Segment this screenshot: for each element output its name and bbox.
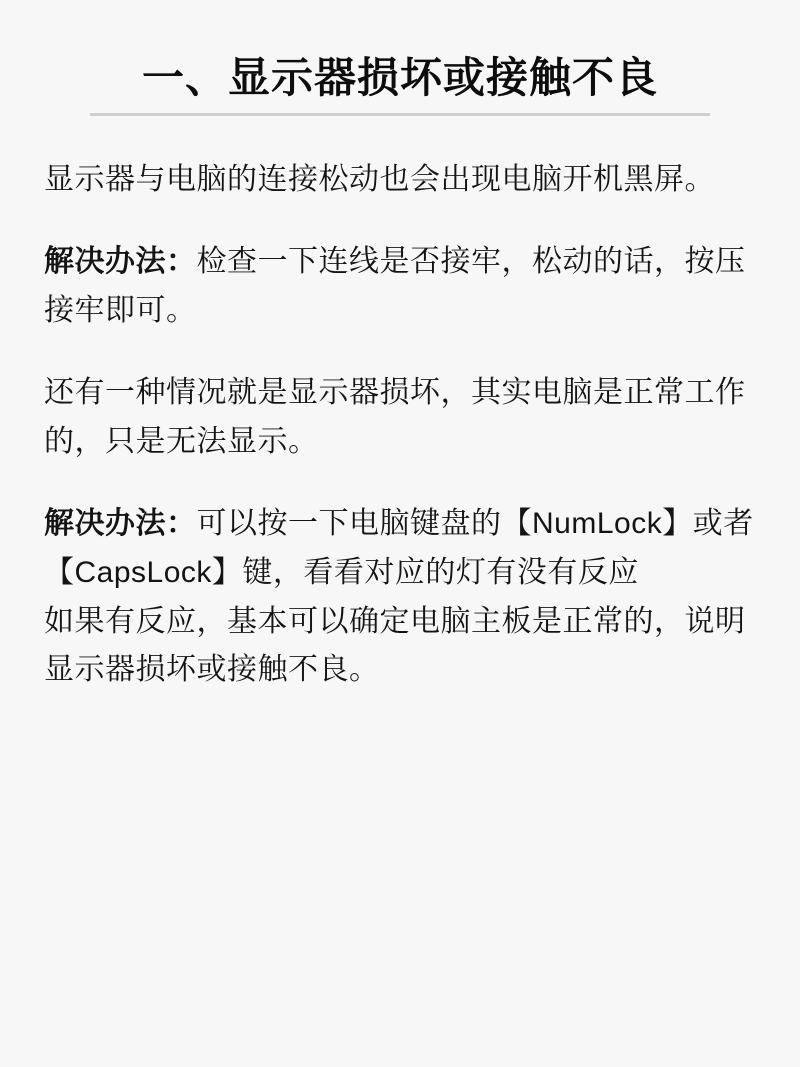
solution-1-text: 检查一下连线是否接牢，松动的话，按压接牢即可。	[44, 245, 746, 327]
solution-1-label: 解决办法：	[44, 245, 197, 279]
document-body	[44, 156, 756, 695]
paragraph-solution-2-continued	[44, 598, 756, 695]
paragraph-intro	[44, 156, 756, 205]
paragraph-solution-2	[44, 500, 756, 597]
page-title: 一、显示器损坏或接触不良	[141, 54, 658, 101]
paragraph-case-2	[44, 369, 756, 466]
case-2-text: 还有一种情况就是显示器损坏，其实电脑是正常工作的，只是无法显示。	[44, 376, 746, 458]
paragraph-intro-text: 显示器与电脑的连接松动也会出现电脑开机黑屏。	[44, 162, 715, 196]
title-divider	[90, 113, 710, 116]
solution-2-text: 可以按一下电脑键盘的【NumLock】或者【CapsLock】键，看看对应的灯有没有反应	[44, 507, 754, 590]
paragraph-solution-1	[44, 238, 756, 335]
solution-2-label: 解决办法：	[44, 507, 197, 541]
solution-2-continued-text: 如果有反应，基本可以确定电脑主板是正常的，说明显示器损坏或接触不良。	[44, 604, 746, 687]
